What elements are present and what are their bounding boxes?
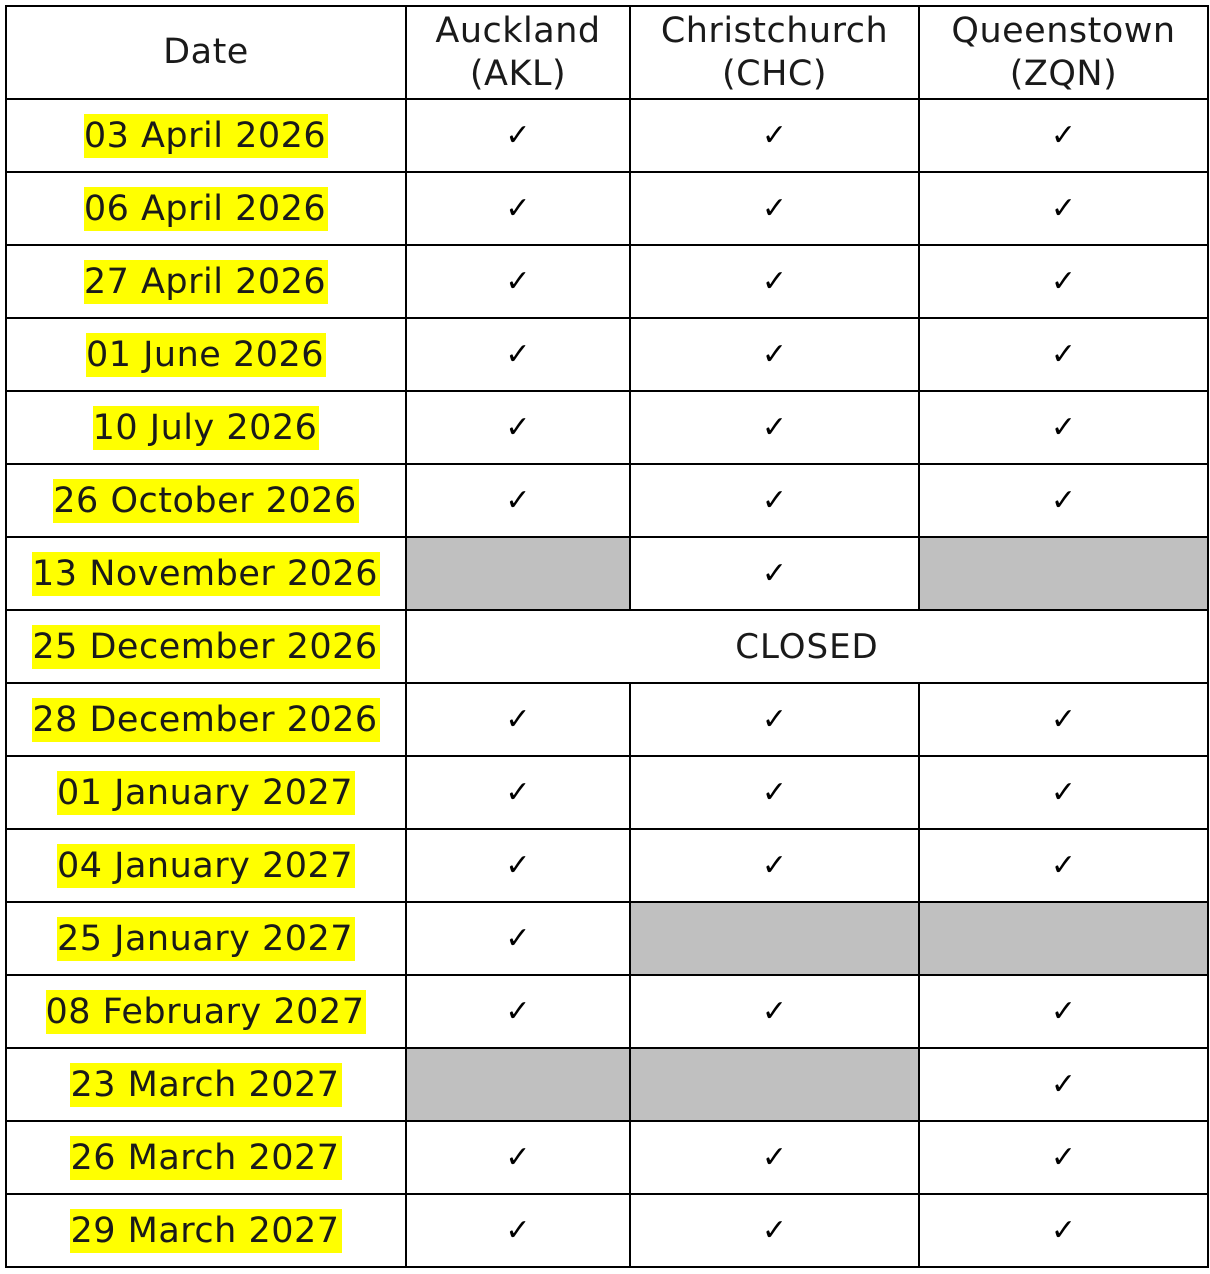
- check-icon: ✓: [761, 118, 788, 153]
- table-row: [6, 318, 1208, 391]
- auckland-available-cell: [406, 172, 630, 245]
- christchurch-available-cell: [630, 391, 919, 464]
- check-icon: ✓: [1050, 1067, 1077, 1102]
- check-icon: ✓: [761, 337, 788, 372]
- date-cell: [6, 318, 406, 391]
- auckland-available-cell: [406, 464, 630, 537]
- date-label: 28 December 2026: [32, 699, 378, 740]
- date-cell: [6, 391, 406, 464]
- table-header: [6, 6, 1208, 99]
- date-cell: [6, 537, 406, 610]
- auckland-available-cell: [406, 318, 630, 391]
- check-icon: ✓: [761, 483, 788, 518]
- auckland-available-cell: [406, 99, 630, 172]
- christchurch-available-cell: [630, 172, 919, 245]
- auckland-header-code: (AKL): [469, 53, 567, 94]
- table-row: [6, 391, 1208, 464]
- christchurch-available-cell: [630, 464, 919, 537]
- check-icon: ✓: [761, 1213, 788, 1248]
- christchurch-unavailable-cell: [630, 1048, 919, 1121]
- auckland-available-cell: [406, 683, 630, 756]
- date-label: 29 March 2027: [70, 1210, 340, 1251]
- check-icon: ✓: [505, 337, 531, 372]
- date-cell: [6, 1194, 406, 1267]
- check-icon: ✓: [505, 118, 531, 153]
- christchurch-available-cell: [630, 245, 919, 318]
- queenstown-available-cell: [919, 99, 1208, 172]
- date-header-label: Date: [163, 32, 249, 72]
- date-label: 23 March 2027: [70, 1064, 340, 1105]
- queenstown-available-cell: [919, 1048, 1208, 1121]
- auckland-available-cell: [406, 756, 630, 829]
- date-cell: [6, 99, 406, 172]
- check-icon: ✓: [1050, 1213, 1077, 1248]
- table-row: [6, 683, 1208, 756]
- queenstown-available-cell: [919, 245, 1208, 318]
- check-icon: ✓: [505, 848, 531, 883]
- date-cell: [6, 756, 406, 829]
- auckland-available-cell: [406, 1121, 630, 1194]
- check-icon: ✓: [761, 264, 788, 299]
- date-cell: [6, 1121, 406, 1194]
- check-icon: ✓: [1050, 775, 1077, 810]
- check-icon: ✓: [761, 191, 788, 226]
- check-icon: ✓: [505, 1140, 531, 1175]
- christchurch-available-cell: [630, 99, 919, 172]
- table-row: [6, 829, 1208, 902]
- table-body: [6, 99, 1208, 1267]
- auckland-available-cell: [406, 829, 630, 902]
- christchurch-available-cell: [630, 318, 919, 391]
- check-icon: ✓: [1050, 1140, 1077, 1175]
- check-icon: ✓: [505, 483, 531, 518]
- date-label: 10 July 2026: [92, 407, 318, 448]
- christchurch-available-cell: [630, 756, 919, 829]
- date-cell: [6, 610, 406, 683]
- auckland-unavailable-cell: [406, 537, 630, 610]
- table-row: [6, 99, 1208, 172]
- check-icon: ✓: [1050, 483, 1077, 518]
- auckland-header-name: Auckland: [435, 10, 601, 51]
- queenstown-available-cell: [919, 391, 1208, 464]
- christchurch-unavailable-cell: [630, 902, 919, 975]
- christchurch-header-name: Christchurch: [660, 10, 889, 51]
- check-icon: ✓: [1050, 994, 1077, 1029]
- date-label: 25 December 2026: [32, 626, 378, 667]
- date-cell: [6, 975, 406, 1048]
- check-icon: ✓: [761, 702, 788, 737]
- christchurch-available-cell: [630, 975, 919, 1048]
- date-cell: [6, 902, 406, 975]
- check-icon: ✓: [761, 556, 788, 591]
- check-icon: ✓: [761, 848, 788, 883]
- auckland-column-header: [406, 6, 630, 99]
- queenstown-available-cell: [919, 1121, 1208, 1194]
- christchurch-available-cell: [630, 1121, 919, 1194]
- check-icon: ✓: [1050, 118, 1077, 153]
- airport-schedule-table: [5, 5, 1209, 1268]
- date-label: 04 January 2027: [56, 845, 354, 886]
- auckland-available-cell: [406, 1194, 630, 1267]
- date-label: 01 January 2027: [56, 772, 354, 813]
- date-label: 08 February 2027: [45, 991, 365, 1032]
- queenstown-available-cell: [919, 975, 1208, 1048]
- date-label: 26 March 2027: [70, 1137, 340, 1178]
- table-row: [6, 1048, 1208, 1121]
- date-label: 26 October 2026: [53, 480, 357, 521]
- queenstown-available-cell: [919, 829, 1208, 902]
- check-icon: ✓: [1050, 848, 1077, 883]
- date-label: 03 April 2026: [83, 115, 327, 156]
- queenstown-available-cell: [919, 683, 1208, 756]
- christchurch-header-code: (CHC): [721, 53, 827, 94]
- date-cell: [6, 1048, 406, 1121]
- check-icon: ✓: [1050, 264, 1077, 299]
- closed-cell: CLOSED: [406, 610, 1208, 683]
- date-label: 27 April 2026: [83, 261, 327, 302]
- table-row: [6, 902, 1208, 975]
- table-row: [6, 610, 1208, 683]
- check-icon: ✓: [505, 775, 531, 810]
- date-cell: [6, 829, 406, 902]
- date-label: 13 November 2026: [32, 553, 378, 594]
- check-icon: ✓: [761, 994, 788, 1029]
- christchurch-available-cell: [630, 683, 919, 756]
- date-cell: [6, 683, 406, 756]
- date-cell: [6, 172, 406, 245]
- check-icon: ✓: [1050, 410, 1077, 445]
- queenstown-available-cell: [919, 464, 1208, 537]
- table-row: [6, 1194, 1208, 1267]
- check-icon: ✓: [505, 410, 531, 445]
- check-icon: ✓: [505, 994, 531, 1029]
- christchurch-available-cell: [630, 1194, 919, 1267]
- auckland-unavailable-cell: [406, 1048, 630, 1121]
- queenstown-header-code: (ZQN): [1009, 53, 1118, 94]
- check-icon: ✓: [505, 921, 531, 956]
- date-label: 25 January 2027: [56, 918, 354, 959]
- date-label: 01 June 2026: [85, 334, 325, 375]
- check-icon: ✓: [1050, 337, 1077, 372]
- queenstown-available-cell: [919, 756, 1208, 829]
- queenstown-unavailable-cell: [919, 537, 1208, 610]
- table-row: [6, 1121, 1208, 1194]
- queenstown-available-cell: [919, 1194, 1208, 1267]
- check-icon: ✓: [505, 1213, 531, 1248]
- header-row: [6, 6, 1208, 99]
- christchurch-available-cell: [630, 537, 919, 610]
- christchurch-column-header: [630, 6, 919, 99]
- check-icon: ✓: [505, 702, 531, 737]
- queenstown-unavailable-cell: [919, 902, 1208, 975]
- queenstown-available-cell: [919, 318, 1208, 391]
- table-row: [6, 975, 1208, 1048]
- check-icon: ✓: [1050, 191, 1077, 226]
- auckland-available-cell: [406, 245, 630, 318]
- check-icon: ✓: [761, 410, 788, 445]
- date-cell: [6, 245, 406, 318]
- check-icon: ✓: [505, 191, 531, 226]
- table-row: [6, 172, 1208, 245]
- date-cell: [6, 464, 406, 537]
- date-column-header: [6, 6, 406, 99]
- check-icon: ✓: [1050, 702, 1077, 737]
- table-row: [6, 537, 1208, 610]
- auckland-available-cell: [406, 902, 630, 975]
- date-label: 06 April 2026: [83, 188, 327, 229]
- auckland-available-cell: [406, 391, 630, 464]
- check-icon: ✓: [761, 1140, 788, 1175]
- queenstown-header-name: Queenstown: [951, 10, 1176, 51]
- table-row: [6, 756, 1208, 829]
- queenstown-available-cell: [919, 172, 1208, 245]
- check-icon: ✓: [761, 775, 788, 810]
- table-row: [6, 245, 1208, 318]
- auckland-available-cell: [406, 975, 630, 1048]
- christchurch-available-cell: [630, 829, 919, 902]
- check-icon: ✓: [505, 264, 531, 299]
- queenstown-column-header: [919, 6, 1208, 99]
- table-row: [6, 464, 1208, 537]
